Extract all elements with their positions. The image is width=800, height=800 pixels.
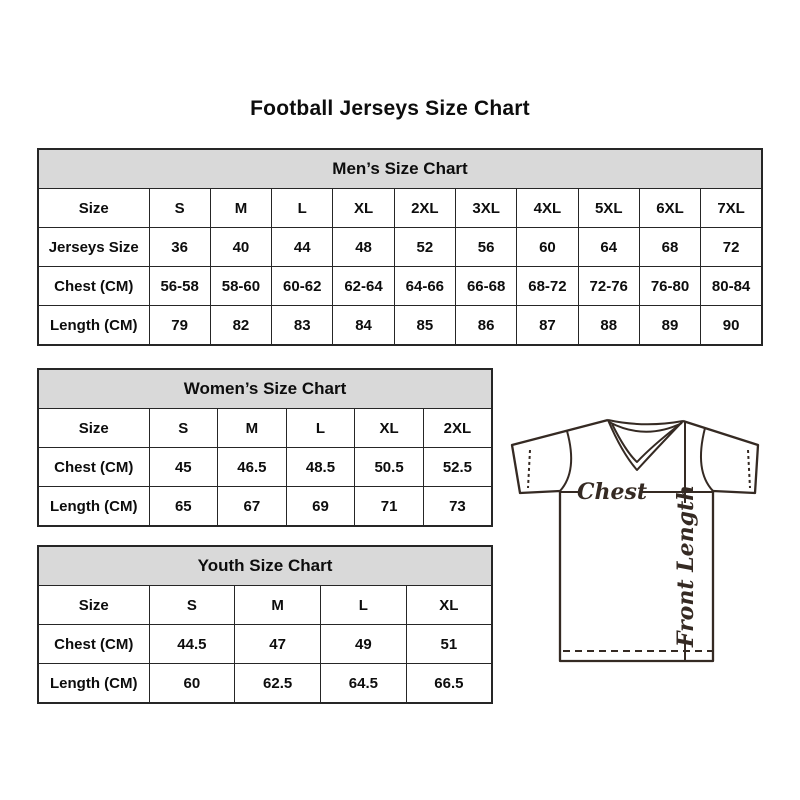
size-label-header: Size	[38, 586, 149, 625]
table-cell: 79	[149, 306, 210, 346]
table-cell: 66-68	[455, 267, 516, 306]
table-header-row	[38, 189, 762, 228]
table-cell: 58-60	[210, 267, 271, 306]
table-cell: 82	[210, 306, 271, 346]
table-cell: 67	[218, 487, 287, 527]
table-cell: 52.5	[423, 448, 492, 487]
size-label-header: Size	[38, 409, 149, 448]
table-cell: 87	[517, 306, 578, 346]
table-cell: 50.5	[355, 448, 424, 487]
table-cell: 64-66	[394, 267, 455, 306]
collar-inner-v	[612, 424, 679, 462]
size-column-header: L	[286, 409, 355, 448]
size-column-header: XL	[333, 189, 394, 228]
row-label: Length (CM)	[38, 664, 149, 704]
chest-label: Chest	[576, 479, 648, 505]
size-column-header: M	[235, 586, 321, 625]
table-cell: 68	[639, 228, 700, 267]
table-row	[38, 267, 762, 306]
table-cell: 84	[333, 306, 394, 346]
table-cell: 76-80	[639, 267, 700, 306]
size-column-header: L	[272, 189, 333, 228]
row-label: Chest (CM)	[38, 448, 149, 487]
size-label-header: Size	[38, 189, 149, 228]
left-armhole-seam	[560, 431, 571, 491]
table-row	[38, 448, 492, 487]
table-cell: 44.5	[149, 625, 235, 664]
row-label: Chest (CM)	[38, 267, 149, 306]
size-column-header: 5XL	[578, 189, 639, 228]
table-cell: 83	[272, 306, 333, 346]
table-row	[38, 228, 762, 267]
table-cell: 60	[149, 664, 235, 704]
table-cell: 40	[210, 228, 271, 267]
youth-size-table	[37, 545, 493, 704]
table-cell: 90	[701, 306, 762, 346]
row-label: Chest (CM)	[38, 625, 149, 664]
size-column-header: 6XL	[639, 189, 700, 228]
table-cell: 36	[149, 228, 210, 267]
table-cell: 64	[578, 228, 639, 267]
table-cell: 45	[149, 448, 218, 487]
table-cell: 71	[355, 487, 424, 527]
table-cell: 73	[423, 487, 492, 527]
size-column-header: 2XL	[423, 409, 492, 448]
table-cell: 60	[517, 228, 578, 267]
size-column-header: L	[321, 586, 407, 625]
table-title: Men’s Size Chart	[38, 149, 762, 189]
table-title: Youth Size Chart	[38, 546, 492, 586]
table-cell: 69	[286, 487, 355, 527]
size-column-header: S	[149, 586, 235, 625]
table-cell: 68-72	[517, 267, 578, 306]
table-cell: 46.5	[218, 448, 287, 487]
size-column-header: 7XL	[701, 189, 762, 228]
size-column-header: S	[149, 409, 218, 448]
table-row	[38, 306, 762, 346]
table-cell: 62-64	[333, 267, 394, 306]
jersey-measurement-diagram	[505, 413, 770, 671]
table-cell: 64.5	[321, 664, 407, 704]
table-cell: 65	[149, 487, 218, 527]
table-cell: 80-84	[701, 267, 762, 306]
table-cell: 88	[578, 306, 639, 346]
table-row	[38, 487, 492, 527]
front-length-label: Front Length	[673, 484, 699, 648]
table-cell: 49	[321, 625, 407, 664]
right-armhole-seam	[701, 428, 713, 491]
table-cell: 48	[333, 228, 394, 267]
table-cell: 44	[272, 228, 333, 267]
table-cell: 56	[455, 228, 516, 267]
table-cell: 60-62	[272, 267, 333, 306]
table-cell: 47	[235, 625, 321, 664]
right-cuff-stitch-line	[748, 450, 750, 488]
table-cell: 72	[701, 228, 762, 267]
table-cell: 72-76	[578, 267, 639, 306]
table-header-row	[38, 586, 492, 625]
size-column-header: XL	[355, 409, 424, 448]
table-row	[38, 625, 492, 664]
collar-top-edge	[608, 420, 683, 424]
size-column-header: 4XL	[517, 189, 578, 228]
table-cell: 85	[394, 306, 455, 346]
mens-size-table	[37, 148, 763, 346]
womens-size-table	[37, 368, 493, 527]
table-cell: 66.5	[406, 664, 492, 704]
table-header-row	[38, 409, 492, 448]
jersey-outline	[512, 420, 758, 661]
table-cell: 52	[394, 228, 455, 267]
table-title: Women’s Size Chart	[38, 369, 492, 409]
table-cell: 56-58	[149, 267, 210, 306]
left-cuff-stitch-line	[528, 450, 530, 488]
table-cell: 62.5	[235, 664, 321, 704]
size-column-header: M	[218, 409, 287, 448]
row-label: Length (CM)	[38, 487, 149, 527]
table-cell: 89	[639, 306, 700, 346]
table-row	[38, 664, 492, 704]
size-column-header: 2XL	[394, 189, 455, 228]
size-column-header: M	[210, 189, 271, 228]
table-cell: 51	[406, 625, 492, 664]
row-label: Length (CM)	[38, 306, 149, 346]
size-column-header: 3XL	[455, 189, 516, 228]
table-cell: 48.5	[286, 448, 355, 487]
page-title: Football Jerseys Size Chart	[250, 97, 530, 120]
size-column-header: S	[149, 189, 210, 228]
row-label: Jerseys Size	[38, 228, 149, 267]
table-cell: 86	[455, 306, 516, 346]
size-column-header: XL	[406, 586, 492, 625]
